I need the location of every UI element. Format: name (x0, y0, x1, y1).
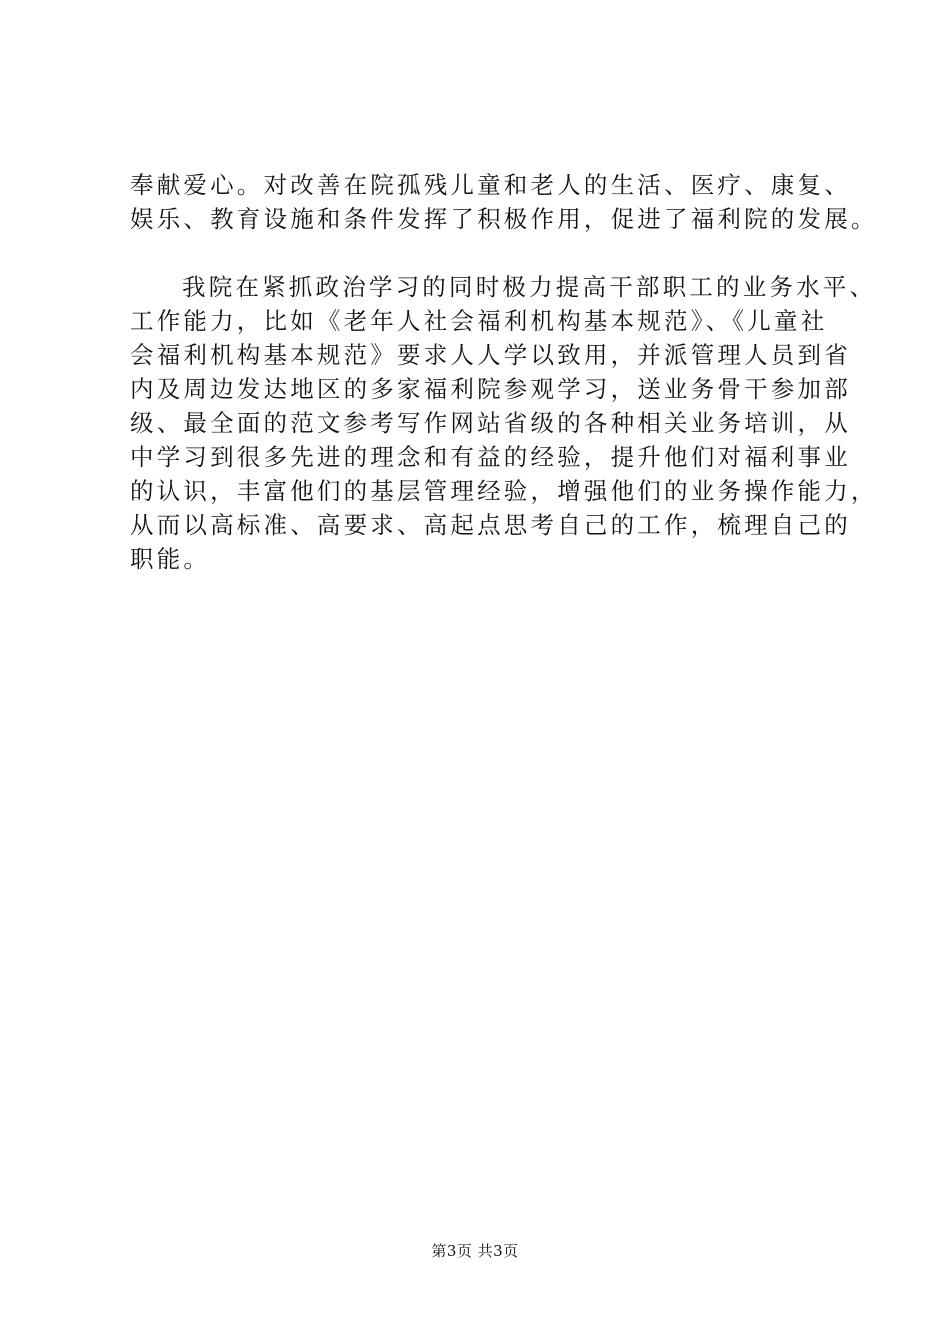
paragraph-line: 的认识，丰富他们的基层管理经验，增强他们的业务操作能力， (130, 477, 878, 505)
paragraph-spacer (130, 236, 850, 270)
paragraph-line: 我院在紧抓政治学习的同时极力提高干部职工的业务水平、 (182, 273, 877, 301)
page-footer (0, 1241, 950, 1261)
paragraph-line: 会福利机构基本规范》要求人人学以致用，并派管理人员到省 (130, 341, 851, 369)
paragraph-line: 娱乐、教育设施和条件发挥了积极作用，促进了福利院的发展。 (130, 205, 878, 233)
paragraph-line: 奉献爱心。对改善在院孤残儿童和老人的生活、医疗、康复、 (130, 171, 851, 199)
paragraph-1 (130, 168, 878, 236)
paragraph-line: 职能。 (130, 545, 211, 573)
paragraph-line: 级、最全面的范文参考写作网站省级的各种相关业务培训，从 (130, 409, 851, 437)
page-number-label: 第3页 共3页 (431, 1242, 519, 1260)
paragraph-line: 从而以高标准、高要求、高起点思考自己的工作，梳理自己的 (130, 511, 851, 539)
paragraph-line: 中学习到很多先进的理念和有益的经验，提升他们对福利事业 (130, 443, 851, 471)
paragraph-line: 内及周边发达地区的多家福利院参观学习，送业务骨干参加部 (130, 375, 851, 403)
paragraph-line: 工作能力，比如《老年人社会福利机构基本规范》、《儿童社 (130, 307, 828, 335)
document-body (130, 168, 878, 576)
paragraph-2 (130, 270, 878, 576)
